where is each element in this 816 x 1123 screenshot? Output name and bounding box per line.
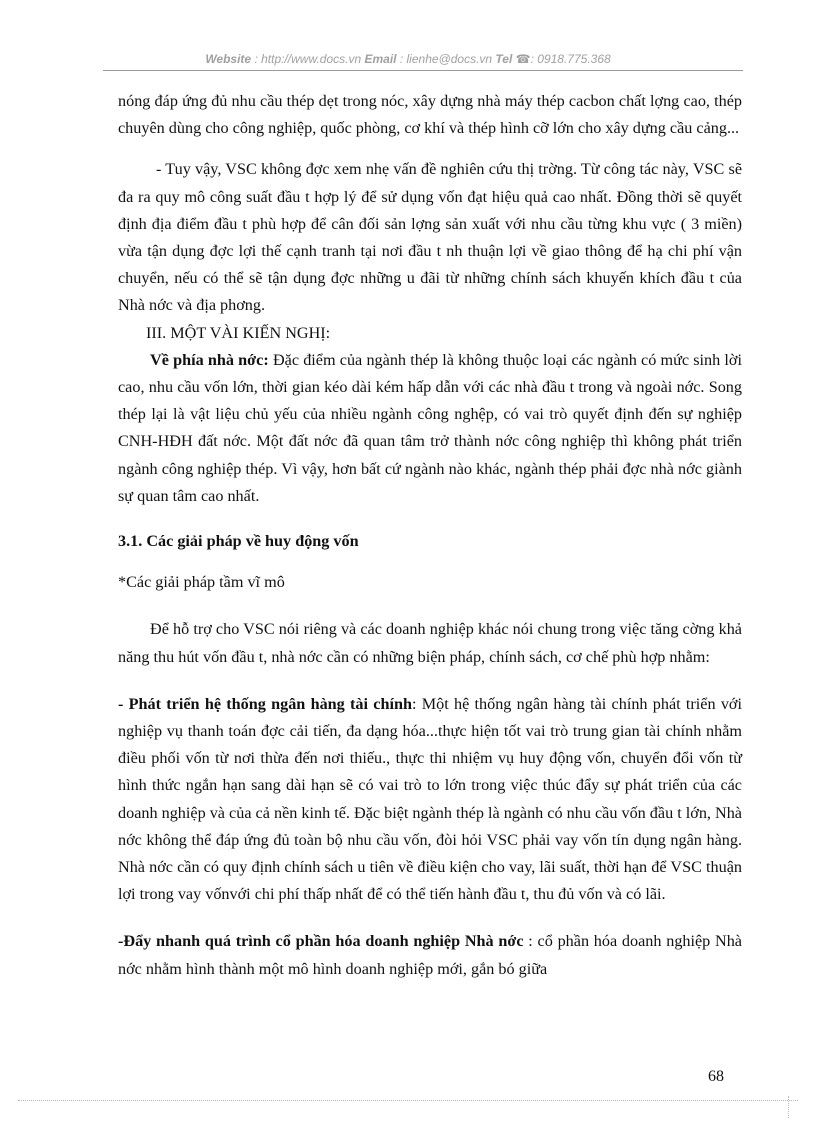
header-divider xyxy=(103,70,743,71)
subsection-heading: 3.1. Các giải pháp về huy động vốn xyxy=(118,532,359,551)
paragraph-4: *Các giải pháp tầm vĩ mô xyxy=(118,573,285,592)
paragraph-1: nóng đáp ứng đủ nhu cầu thép dẹt trong nóc, xây dựng nhà máy thép cacbon chất lợng cao, thép chuyên dùng cho công nghiệp, quốc phòng, cơ khí và thép hình cỡ lớn cho xây dựng cầu cảng... xyxy=(118,92,742,138)
footer-corner-mark xyxy=(788,1096,789,1118)
email-value: : lienhe@docs.vn xyxy=(396,52,496,66)
paragraph-6 xyxy=(118,691,742,909)
section-heading: III. MỘT VÀI KIẾN NGHỊ: xyxy=(146,323,331,342)
tel-label: Tel xyxy=(495,52,513,66)
paragraph-2: - Tuy vậy, VSC không đợc xem nhẹ vấn đề nghiên cứu thị trờng. Từ công tác này, VSC sẽ đa ra quy mô công suất đầu t hợp lý để sử dụng vốn đạt hiệu quả cao nhất. Đồng thời sẽ quyết định địa điểm đầu t phù hợp để cân đối sản lợng sản xuất với nhu cầu từng khu vực ( 3 miền) vừa tận dụng đợc lợi thế cạnh tranh tại nơi đầu t nh thuận lợi về giao thông để hạ chi phí vận chuyển, nếu có thể sẽ tận dụng đợc những u đãi từ những chính sách khuyến khích đầu t của Nhà nớc và địa phơng. xyxy=(118,160,742,315)
page-number: 68 xyxy=(708,1068,724,1085)
paragraph-7-text: : cổ phần hóa doanh nghiệp Nhà nớc nhằm hình thành một mô hình doanh nghiệp mới, gắn bó giữa xyxy=(118,932,742,978)
paragraph-3-lead: Về phía nhà nớc: xyxy=(150,350,269,369)
footer-divider xyxy=(18,1100,798,1101)
paragraph-7-lead: -Đẩy nhanh quá trình cổ phần hóa doanh nghiệp Nhà nớc xyxy=(118,932,524,951)
website-value: : http://www.docs.vn xyxy=(251,52,365,66)
paragraph-3-text: Đặc điểm của ngành thép là không thuộc loại các ngành có mức sinh lời cao, nhu cầu vốn lớn, thời gian kéo dài kém hấp dẫn với các nhà đầu t trong và ngoài nớc. Song thép lại là vật liệu chủ yếu của nhiều ngành công nghệp, có vai trò quyết định đến sự nghiệp CNH-HĐH đất nớc. Một đất nớc đã quan tâm trở thành nớc công nghiệp thì không phát triển ngành công nghiệp thép. Vì vậy, hơn bất cứ ngành nào khác, ngành thép phải đợc nhà nớc giành sự quan tâm cao nhất. xyxy=(118,350,742,505)
paragraph-3 xyxy=(118,347,742,510)
paragraph-6-lead: - Phát triển hệ thống ngân hàng tài chính xyxy=(118,694,412,713)
website-label: Website xyxy=(205,52,252,66)
document-body xyxy=(118,88,742,983)
tel-value: ☎: 0918.775.368 xyxy=(512,52,611,66)
page-header xyxy=(0,52,816,66)
email-label: Email xyxy=(364,52,397,66)
paragraph-7 xyxy=(118,928,742,982)
paragraph-6-text: : Một hệ thống ngân hàng tài chính phát triển với nghiệp vụ thanh toán đợc cải tiến, đa dạng hóa...thực hiện tốt vai trò trung gian tài chính nhằm điều phối vốn từ nơi thừa đến nơi thiếu., thực thi nhiệm vụ huy động vốn, chuyển đổi vốn từ hình thức ngắn hạn sang dài hạn sẽ có vai trò to lớn trong việc thúc đẩy sự phát triển của các doanh nghiệp và của cả nền kinh tế. Đặc biệt ngành thép là ngành có nhu cầu vốn đầu t lớn, Nhà nớc không thể đáp ứng đủ toàn bộ nhu cầu vốn, đòi hỏi VSC phải vay vốn tín dụng ngân hàng. Nhà nớc cần có quy định chính sách u tiên về điều kiện cho vay, lãi suất, thời hạn để VSC thuận lợi trong vay vốnvới chi phí thấp nhất để có thể tiến hành đầu t, thu đủ vốn và có lãi. xyxy=(118,694,742,904)
paragraph-5: Để hỗ trợ cho VSC nói riêng và các doanh nghiệp khác nói chung trong việc tăng cờng khả năng thu hút vốn đầu t, nhà nớc cần có những biện pháp, chính sách, cơ chế phù hợp nhằm: xyxy=(118,620,742,666)
